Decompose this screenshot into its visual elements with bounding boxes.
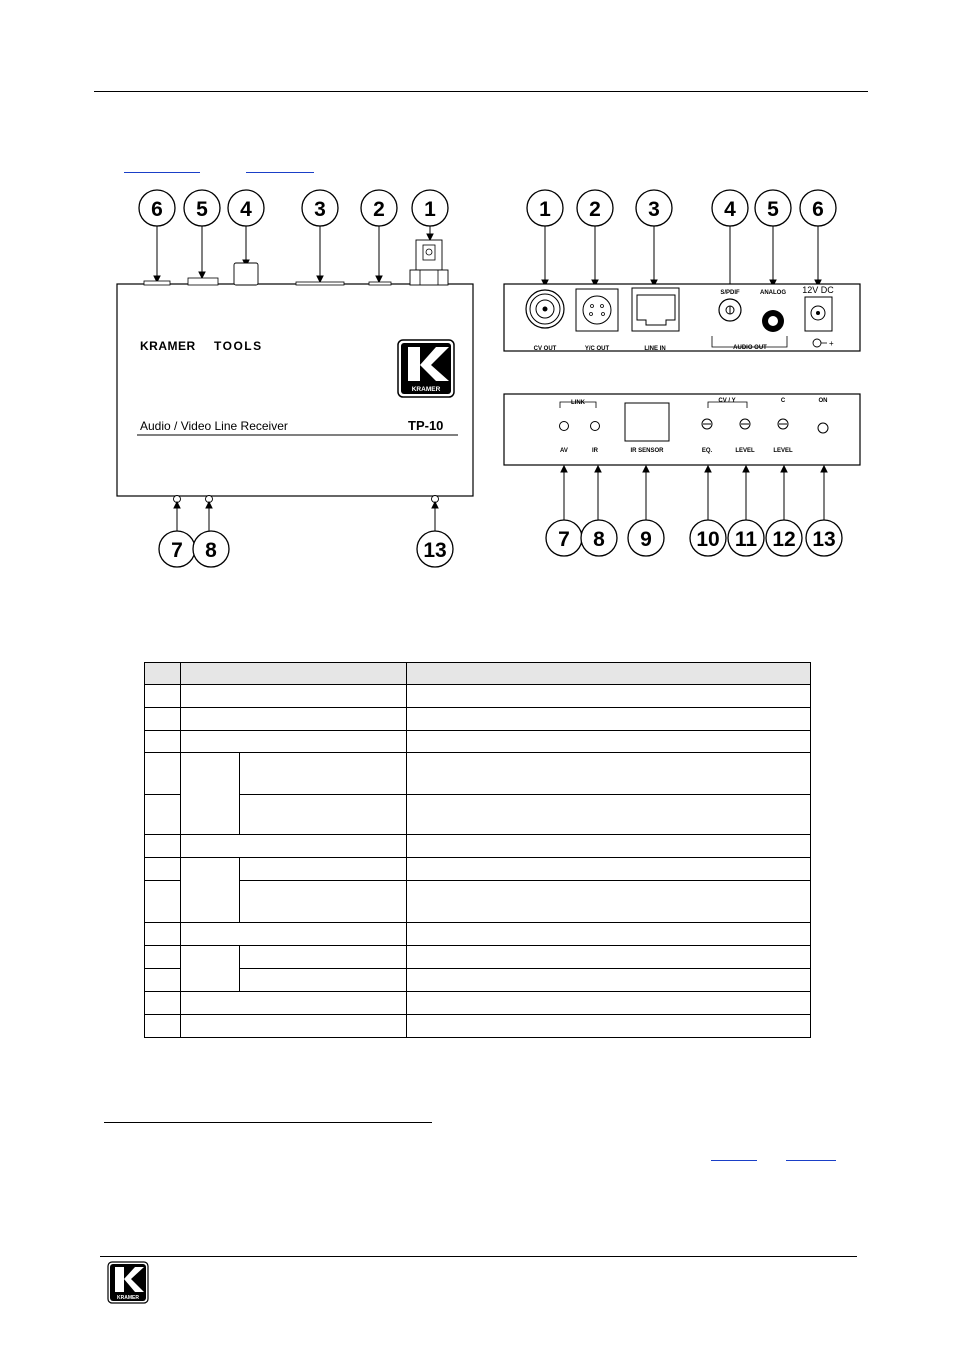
- callout-label: 1: [539, 198, 551, 221]
- rear-callout-6: [800, 190, 836, 226]
- callout-label: 5: [767, 198, 779, 221]
- table-cell: [145, 881, 181, 923]
- table-cell: [145, 923, 181, 946]
- table-cell: [145, 795, 181, 835]
- table-row: [145, 708, 811, 731]
- table-row: [145, 753, 811, 795]
- callout-label: 7: [171, 539, 183, 562]
- callout-13: [417, 531, 453, 567]
- table-cell: [240, 753, 407, 795]
- table-cell: [181, 946, 240, 992]
- table-cell: [145, 685, 181, 708]
- label-level-y: LEVEL: [735, 448, 755, 454]
- table-row: [145, 992, 811, 1015]
- brand-suffix: TOOLS: [214, 339, 263, 353]
- callout-8: [193, 531, 229, 567]
- table-cell: [407, 753, 811, 795]
- table-cell: [145, 1015, 181, 1038]
- table-cell: [407, 858, 811, 881]
- front-callout-13: [806, 520, 842, 556]
- table-row: [145, 835, 811, 858]
- front-panel-diagram: [500, 390, 870, 575]
- callout-label: 8: [593, 528, 605, 551]
- rear-callout-4: [712, 190, 748, 226]
- table-header-row: [145, 663, 811, 685]
- rear-callout-1: [527, 190, 563, 226]
- table-cell: [240, 946, 407, 969]
- callout-label: 6: [812, 198, 824, 221]
- footnote-link[interactable]: [711, 1160, 757, 1161]
- label-audio-out: AUDIO OUT: [733, 345, 767, 351]
- brand-name: KRAMER: [140, 339, 196, 353]
- table-cell: [407, 881, 811, 923]
- table-row: [145, 946, 811, 969]
- front-callout-9: [628, 520, 664, 556]
- footnote-link[interactable]: [786, 1160, 836, 1161]
- table-row: [145, 969, 811, 992]
- front-callout-12: [766, 520, 802, 556]
- table-cell: [181, 708, 407, 731]
- footnote-rule: [104, 1122, 432, 1123]
- model-name: TP-10: [408, 418, 444, 433]
- callout-2: [361, 190, 397, 226]
- callout-label: 5: [196, 198, 208, 221]
- callout-5: [184, 190, 220, 226]
- table-row: [145, 795, 811, 835]
- label-dc-polarity: +: [829, 339, 834, 348]
- rear-callout-2: [577, 190, 613, 226]
- figure-link[interactable]: [246, 172, 314, 173]
- kramer-logo: [398, 340, 454, 397]
- table-cell: [240, 795, 407, 835]
- callout-7: [159, 531, 195, 567]
- figure-link[interactable]: [124, 172, 200, 173]
- table-cell: [407, 923, 811, 946]
- table-cell: [181, 685, 407, 708]
- label-eq: EQ.: [701, 448, 713, 454]
- table-cell: [407, 795, 811, 835]
- callout-label: 13: [812, 528, 836, 551]
- table-cell: [181, 835, 407, 858]
- table-cell: [181, 1015, 407, 1038]
- callout-label: 6: [151, 198, 163, 221]
- label-c: C: [780, 398, 786, 404]
- callout-3: [302, 190, 338, 226]
- label-on: ON: [818, 398, 828, 404]
- table-cell: [407, 946, 811, 969]
- label-line-in: LINE IN: [644, 346, 666, 352]
- label-level-c: LEVEL: [773, 448, 793, 454]
- table-row: [145, 923, 811, 946]
- table-row: [145, 1015, 811, 1038]
- callout-label: 10: [696, 528, 720, 551]
- callout-label: 7: [558, 528, 570, 551]
- callout-label: 11: [734, 528, 758, 551]
- table-row: [145, 881, 811, 923]
- label-analog: ANALOG: [760, 290, 786, 296]
- table-cell: [407, 835, 811, 858]
- label-spdif: S/PDIF: [720, 290, 740, 296]
- rear-callout-5: [755, 190, 791, 226]
- table-cell: [145, 992, 181, 1015]
- callout-6: [139, 190, 175, 226]
- label-yc-out: Y/C OUT: [584, 346, 610, 352]
- front-callout-11: [728, 520, 764, 556]
- table-cell: [181, 731, 407, 753]
- label-ir-sensor: IR SENSOR: [630, 448, 664, 454]
- product-line: Audio / Video Line Receiver: [140, 419, 288, 433]
- footer-logo-text: KRAMER: [117, 1295, 139, 1301]
- label-cv-out: CV OUT: [533, 346, 557, 352]
- header-cell: [407, 663, 811, 685]
- table-cell: [145, 946, 181, 969]
- callout-label: 3: [314, 198, 326, 221]
- table-row: [145, 731, 811, 753]
- callout-label: 4: [724, 198, 736, 221]
- table-cell: [407, 992, 811, 1015]
- callout-label: 4: [240, 198, 252, 221]
- top-view-diagram: [110, 185, 480, 575]
- callout-1: [412, 190, 448, 226]
- callout-label: 8: [205, 539, 217, 562]
- rear-callout-3: [636, 190, 672, 226]
- header-rule: [94, 91, 868, 92]
- table-cell: [181, 992, 407, 1015]
- table-cell: [145, 753, 181, 795]
- table-cell: [407, 685, 811, 708]
- footer-kramer-logo: [107, 1261, 149, 1304]
- table-cell: [181, 923, 407, 946]
- callout-label: 3: [648, 198, 660, 221]
- callout-label: 2: [373, 198, 385, 221]
- table-cell: [145, 731, 181, 753]
- table-row: [145, 685, 811, 708]
- callout-label: 9: [640, 528, 652, 551]
- front-callout-7: [546, 520, 582, 556]
- table-cell: [181, 858, 240, 923]
- callout-label: 1: [424, 198, 436, 221]
- table-cell: [181, 753, 240, 835]
- header-cell: [181, 663, 407, 685]
- table-cell: [407, 969, 811, 992]
- footer-rule: [100, 1256, 857, 1257]
- table-cell: [145, 858, 181, 881]
- rear-panel-diagram: [500, 185, 870, 360]
- table-cell: [240, 881, 407, 923]
- label-ir: IR: [592, 448, 598, 454]
- table-cell: [240, 858, 407, 881]
- table-row: [145, 858, 811, 881]
- features-table: [144, 662, 811, 1038]
- callout-label: 13: [423, 539, 447, 562]
- table-cell: [240, 969, 407, 992]
- callout-label: 12: [772, 528, 796, 551]
- label-cv-y: CV / Y: [718, 398, 736, 404]
- front-callout-10: [690, 520, 726, 556]
- table-cell: [407, 1015, 811, 1038]
- table-cell: [407, 731, 811, 753]
- label-av: AV: [560, 448, 568, 454]
- callout-label: 2: [589, 198, 601, 221]
- header-cell: [145, 663, 181, 685]
- table-cell: [407, 708, 811, 731]
- logo-text: KRAMER: [411, 386, 441, 393]
- front-callout-8: [581, 520, 617, 556]
- table-cell: [145, 969, 181, 992]
- callout-4: [228, 190, 264, 226]
- table-cell: [145, 835, 181, 858]
- label-12v-dc: 12V DC: [802, 285, 834, 295]
- table-cell: [145, 708, 181, 731]
- label-link: LINK: [571, 400, 585, 406]
